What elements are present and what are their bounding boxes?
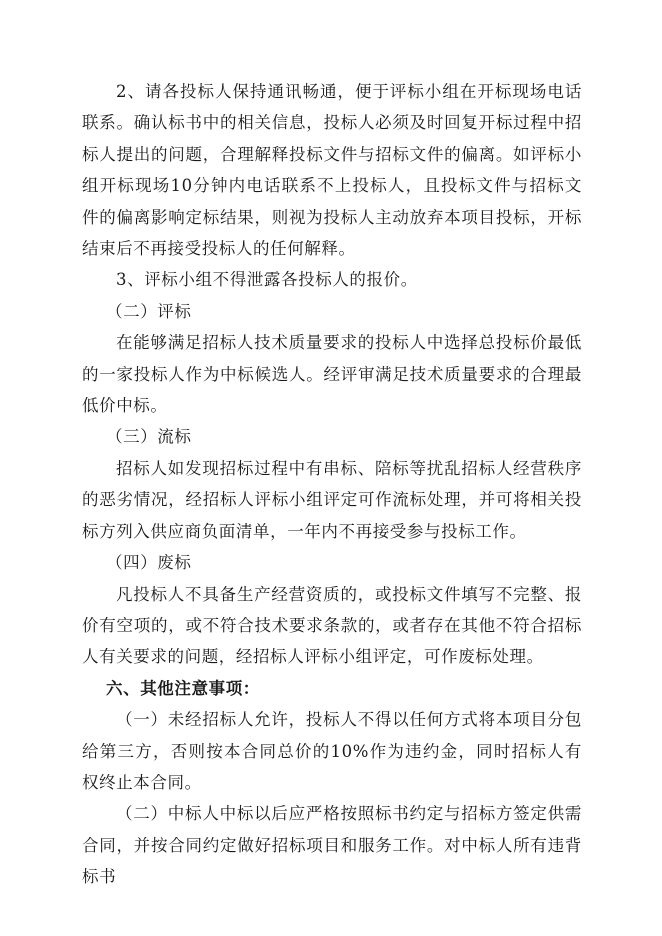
- paragraph-void-bid: 凡投标人不具备生产经营资质的，或投标文件填写不完整、报价有空项的，或不符合技术要求条款的，或者存在其他不符合招标人有关要求的问题，经招标人评标小组评定，可作废标处理。: [82, 584, 582, 667]
- heading-other-notes: 六、其他注意事项：: [106, 678, 260, 698]
- paragraph-contact-requirement: 2、请各投标人保持通讯畅通，便于评标小组在开标现场电话联系。确认标书中的相关信息，投标人必须及时回复开标过程中招标人提出的问题，合理解释投标文件与招标文件的偏离。如评标小组开标现场10分钟内电话联系不上投标人，且投标文件与招标文件的偏离影响定标结果，则视为投标人主动放弃本项目投标，开标结束后不再接受投标人的任何解释。: [82, 82, 582, 259]
- paragraph-subcontract: （一）未经招标人允许，投标人不得以任何方式将本项目分包给第三方，否则按本合同总价的10%作为违约金，同时招标人有权终止本合同。: [82, 710, 582, 792]
- heading-failed-bid: （三）流标: [106, 427, 192, 447]
- paragraph-contract-signing: （二）中标人中标以后应严格按照标书约定与招标方签定供需合同，并按合同约定做好招标项目和服务工作。对中标人所有违背标书: [82, 804, 582, 887]
- paragraph-evaluation: 在能够满足招标人技术质量要求的投标人中选择总投标价最低的一家投标人作为中标候选人。经评审满足技术质量要求的合理最低价中标。: [82, 333, 582, 416]
- paragraph-price-confidentiality: 3、评标小组不得泄露各投标人的报价。: [116, 270, 418, 290]
- heading-void-bid: （四）废标: [106, 553, 192, 573]
- paragraph-failed-bid: 招标人如发现招标过程中有串标、陪标等扰乱招标人经营秩序的恶劣情况，经招标人评标小组评定可作流标处理，并可将相关投标方列入供应商负面清单，一年内不再接受参与投标工作。: [82, 458, 582, 541]
- heading-evaluation: （二）评标: [106, 301, 192, 321]
- document-page: [82, 76, 582, 893]
